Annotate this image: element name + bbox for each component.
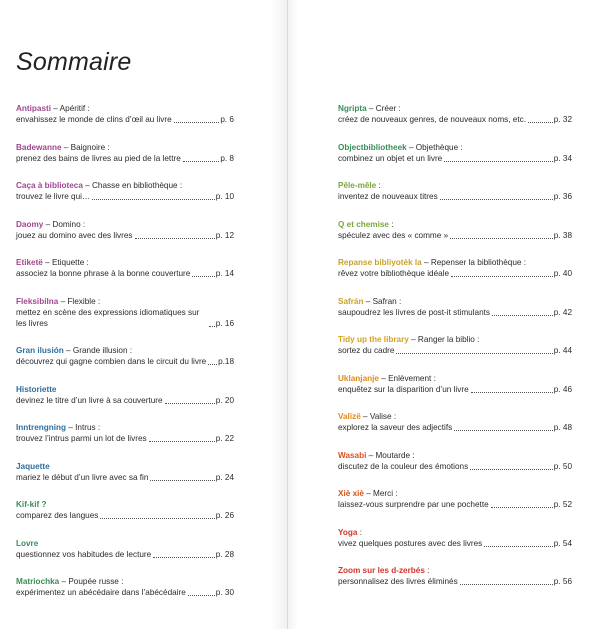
toc-entry[interactable]: [16, 142, 234, 181]
dot-leader: [165, 403, 215, 404]
dot-leader: [150, 480, 214, 481]
toc-entry-description: spéculez avec des « comme »: [338, 230, 449, 240]
toc-entry-heading: [338, 219, 572, 230]
toc-entry-translation: – Objethèque :: [406, 142, 463, 152]
toc-entry[interactable]: [16, 422, 234, 461]
toc-entry-description: inventez de nouveaux titres: [338, 192, 438, 201]
toc-entry[interactable]: [16, 384, 234, 423]
toc-entry-page-number: p. 40: [553, 269, 572, 278]
toc-entry-line: [16, 307, 234, 329]
toc-entry-description: combinez un objet et un livre: [338, 153, 443, 163]
toc-entry-term: Safrán: [338, 296, 364, 306]
toc-entry-line: [16, 510, 234, 521]
toc-entry-heading: [16, 538, 234, 549]
toc-entry-translation: :: [424, 566, 430, 575]
toc-entry-description: rêvez votre bibliothèque idéale: [338, 269, 450, 278]
toc-entry-line: [16, 191, 234, 202]
toc-entry-page-number: p. 22: [215, 434, 234, 443]
toc-entry-description: questionnez vos habitudes de lecture: [16, 549, 152, 559]
toc-entry-heading: [16, 257, 234, 268]
toc-entry-description: vivez quelques postures avec des livres: [338, 538, 483, 548]
toc-entry-page-number: p. 28: [215, 549, 234, 559]
toc-entry-page-number: p. 6: [220, 115, 234, 124]
toc-entry-translation: – Créer :: [366, 104, 401, 113]
toc-entry-line: [338, 461, 572, 472]
toc-entry-description: enquêtez sur la disparition d’un livre: [338, 384, 469, 394]
toc-entry[interactable]: [338, 411, 572, 450]
toc-entry-line: [338, 268, 572, 279]
toc-entry-term: Jaquette: [16, 461, 50, 471]
toc-entry-term: Fleksibilna: [16, 296, 59, 306]
toc-entry[interactable]: [338, 142, 572, 181]
toc-entry-description: associez la bonne phrase à la bonne couverture: [16, 269, 191, 278]
toc-entry-heading: [338, 334, 572, 345]
toc-entry-term: Daomy: [16, 219, 44, 229]
toc-entry-translation: – Repenser la bibliothèque :: [421, 258, 526, 267]
toc-entry[interactable]: [16, 499, 234, 538]
toc-entry-line: [338, 153, 572, 164]
toc-entry-line: [338, 114, 572, 125]
toc-entry-page-number: p. 34: [553, 153, 572, 163]
dot-leader: [450, 238, 553, 239]
dot-leader: [396, 353, 552, 354]
toc-entry-term: Xiè xiè: [338, 489, 364, 498]
toc-entry-line: [338, 345, 572, 356]
toc-entry-term: Lovre: [16, 538, 39, 548]
toc-entry-term: Matriochka: [16, 577, 60, 586]
toc-entry-heading: [16, 422, 234, 433]
toc-entry-description: comparez des langues: [16, 511, 99, 520]
toc-entry-page-number: p. 14: [215, 269, 234, 278]
toc-entry[interactable]: [338, 219, 572, 258]
toc-entry-term: Kif-kif ?: [16, 500, 47, 509]
toc-entry-page-number: p. 12: [215, 230, 234, 240]
toc-entry[interactable]: [338, 373, 572, 412]
toc-entry[interactable]: [16, 345, 234, 384]
toc-entry-description: laissez-vous surprendre par une pochette: [338, 500, 489, 509]
toc-entry-page-number: p. 50: [553, 461, 572, 471]
toc-entry-description: sortez du cadre: [338, 346, 395, 355]
toc-entry-page-number: p. 42: [553, 307, 572, 317]
dot-leader: [188, 595, 215, 596]
toc-entry[interactable]: [338, 527, 572, 566]
toc-entry-heading: [338, 142, 572, 153]
dot-leader: [454, 430, 553, 431]
toc-entry-page-number: p. 10: [215, 192, 234, 201]
toc-entry-heading: [16, 219, 234, 230]
toc-entry-term: Wasabi: [338, 450, 367, 460]
toc-entry[interactable]: [16, 461, 234, 500]
toc-entry-description: saupoudrez les livres de post-it stimulants: [338, 307, 490, 317]
toc-entry-line: [16, 356, 234, 367]
toc-entry[interactable]: [338, 334, 572, 373]
toc-entry-translation: – Enlèvement :: [378, 373, 436, 383]
right-page: [288, 0, 600, 629]
toc-entry[interactable]: [338, 296, 572, 335]
toc-right-column: [338, 103, 572, 604]
toc-entry[interactable]: [16, 103, 234, 142]
dot-leader: [460, 584, 553, 585]
toc-entry-heading: [16, 499, 234, 510]
toc-entry-translation: – Ranger la biblio :: [408, 335, 480, 344]
dot-leader: [192, 276, 214, 277]
toc-entry[interactable]: [338, 257, 572, 296]
toc-entry-heading: [338, 180, 572, 191]
toc-entry-description: expérimentez un abécédaire dans l’abécédaire: [16, 588, 186, 597]
toc-entry[interactable]: [338, 103, 572, 142]
toc-entry[interactable]: [16, 257, 234, 296]
gutter-shadow: [270, 0, 288, 629]
dot-leader: [209, 326, 215, 327]
toc-entry-heading: [16, 345, 234, 356]
toc-entry-translation: – Safran :: [363, 296, 402, 306]
toc-entry-page-number: p. 8: [220, 153, 234, 163]
dot-leader: [471, 392, 553, 393]
toc-entry-term: Etiketë: [16, 258, 43, 267]
toc-entry-heading: [338, 257, 572, 268]
toc-entry[interactable]: [338, 488, 572, 527]
toc-entry-line: [16, 114, 234, 125]
dot-leader: [135, 238, 215, 239]
toc-entry-heading: [16, 103, 234, 114]
toc-entry-translation: – Chasse en bibliothèque :: [82, 181, 183, 190]
toc-entry-term: Valizë: [338, 412, 361, 421]
toc-entry-term: Badewanne: [16, 142, 62, 152]
toc-entry-term: Ngripta: [338, 104, 367, 113]
toc-entry-line: [338, 191, 572, 202]
toc-entry-heading: [338, 488, 572, 499]
toc-entry-page-number: p. 26: [215, 511, 234, 520]
toc-entry-translation: – Valise :: [360, 412, 397, 421]
toc-entry[interactable]: [16, 219, 234, 258]
toc-entry-description: explorez la saveur des adjectifs: [338, 423, 453, 432]
toc-entry-page-number: p. 24: [215, 472, 234, 482]
toc-entry-line: [16, 230, 234, 241]
dot-leader: [528, 122, 553, 123]
toc-entry-translation: :: [376, 181, 381, 190]
dot-leader: [440, 199, 553, 200]
toc-entry-translation: – Apéritif :: [51, 104, 90, 113]
toc-entry-heading: [338, 450, 572, 461]
toc-entry-line: [16, 472, 234, 483]
toc-entry-line: [16, 268, 234, 279]
book-gutter: [287, 0, 288, 629]
toc-entry-translation: – Merci :: [363, 489, 398, 498]
toc-entry-heading: [16, 461, 234, 472]
dot-leader: [208, 364, 217, 365]
toc-entry-heading: [338, 103, 572, 114]
toc-entry-line: [16, 549, 234, 560]
toc-entry-page-number: p. 38: [553, 230, 572, 240]
toc-entry-page-number: p. 48: [553, 423, 572, 432]
toc-entry-term: Historiette: [16, 384, 57, 394]
toc-entry-page-number: p. 46: [553, 384, 572, 394]
toc-entry[interactable]: [338, 450, 572, 489]
toc-entry-heading: [338, 527, 572, 538]
toc-entry-heading: [338, 373, 572, 384]
toc-entry-heading: [16, 180, 234, 191]
toc-entry-page-number: p. 54: [553, 538, 572, 548]
toc-entry-term: Zoom sur les d-zerbés: [338, 566, 425, 575]
toc-entry-term: Yoga: [338, 527, 358, 537]
toc-entry-page-number: p. 44: [553, 346, 572, 355]
toc-entry-term: Pêle-mêle: [338, 181, 377, 190]
toc-entry-heading: [16, 296, 234, 307]
toc-entry-line: [338, 422, 572, 433]
toc-entry-heading: [16, 576, 234, 587]
toc-entry-heading: [16, 142, 234, 153]
toc-entry-translation: – Poupée russe :: [59, 577, 124, 586]
gutter-shadow: [288, 0, 298, 629]
toc-entry-line: [16, 433, 234, 444]
dot-leader: [153, 557, 215, 558]
left-page: [0, 0, 288, 629]
toc-entry-term: Tidy up the library: [338, 335, 409, 344]
page-title: Sommaire: [16, 48, 132, 76]
dot-leader: [484, 546, 553, 547]
toc-entry-page-number: p. 52: [553, 500, 572, 509]
toc-entry-translation: – Domino :: [43, 219, 86, 229]
toc-entry-line: [338, 384, 572, 395]
toc-entry-page-number: p. 20: [215, 395, 234, 405]
toc-entry-line: [338, 499, 572, 510]
toc-entry-translation: – Moutarde :: [366, 450, 415, 460]
toc-entry-term: Q et chemise: [338, 219, 389, 229]
dot-leader: [451, 276, 553, 277]
toc-entry-page-number: p. 36: [553, 192, 572, 201]
dot-leader: [491, 507, 553, 508]
toc-entry-translation: – Etiquette :: [42, 258, 89, 267]
toc-entry-description: mariez le début d’un livre avec sa fin: [16, 472, 149, 482]
toc-entry-line: [338, 230, 572, 241]
toc-entry[interactable]: [16, 296, 234, 346]
toc-entry-heading: [338, 296, 572, 307]
toc-entry-description: devinez le titre d’un livre à sa couverture: [16, 395, 163, 405]
toc-entry-description: jouez au domino avec des livres: [16, 230, 133, 240]
toc-entry-term: Caça à biblioteca: [16, 181, 83, 190]
toc-entry-description: personnalisez des livres éliminés: [338, 577, 458, 586]
toc-entry-translation: – Grande illusion :: [63, 346, 133, 355]
toc-entry-line: [338, 576, 572, 587]
dot-leader: [174, 122, 220, 123]
toc-entry-term: Objectbibliotheek: [338, 142, 407, 152]
dot-leader: [183, 161, 220, 162]
dot-leader: [492, 315, 553, 316]
toc-entry-heading: [16, 384, 234, 395]
toc-entry-term: Antipasti: [16, 104, 52, 113]
toc-entry-page-number: p. 30: [215, 588, 234, 597]
toc-entry-line: [16, 153, 234, 164]
toc-entry[interactable]: [338, 180, 572, 219]
toc-entry-description: créez de nouveaux genres, de nouveaux noms, etc.: [338, 115, 526, 124]
toc-entry-translation: – Intrus :: [66, 423, 101, 432]
dot-leader: [149, 441, 215, 442]
toc-left-column: [16, 103, 234, 615]
toc-entry-heading: [338, 411, 572, 422]
toc-entry-page-number: p. 56: [553, 577, 572, 586]
toc-entry-translation: :: [357, 527, 362, 537]
toc-entry-description: envahissez le monde de clins d’œil au livre: [16, 115, 172, 124]
dot-leader: [470, 469, 553, 470]
toc-entry-line: [16, 587, 234, 598]
toc-entry-description: trouvez l’intrus parmi un lot de livres: [16, 434, 147, 443]
toc-entry-page-number: p.18: [218, 357, 234, 366]
toc-entry-page-number: p. 16: [215, 318, 234, 328]
toc-entry[interactable]: [16, 538, 234, 577]
toc-entry-page-number: p. 32: [553, 115, 572, 124]
toc-entry-translation: – Flexible :: [58, 296, 101, 306]
toc-entry-term: Gran ilusión: [16, 346, 64, 355]
toc-entry-term: Inntrengning: [16, 423, 67, 432]
toc-entry-description: trouvez le livre qui…: [16, 192, 91, 201]
toc-entry-term: Uklanjanje: [338, 373, 379, 383]
toc-entry-heading: [338, 565, 572, 576]
dot-leader: [92, 199, 215, 200]
toc-entry-line: [16, 395, 234, 406]
dot-leader: [100, 518, 214, 519]
toc-entry[interactable]: [16, 180, 234, 219]
toc-entry[interactable]: [16, 576, 234, 615]
toc-entry-line: [338, 307, 572, 318]
toc-entry[interactable]: [338, 565, 572, 604]
toc-entry-translation: :: [388, 219, 394, 229]
toc-entry-line: [338, 538, 572, 549]
toc-entry-translation: – Baignoire :: [61, 142, 110, 152]
dot-leader: [444, 161, 553, 162]
toc-entry-description: discutez de la couleur des émotions: [338, 461, 469, 471]
toc-entry-description: mettez en scène des expressions idiomatiques sur les livres: [16, 307, 200, 328]
toc-entry-term: Repanse bibliyotèk la: [338, 258, 422, 267]
toc-entry-description: découvrez qui gagne combien dans le circuit du livre: [16, 357, 207, 366]
toc-entry-description: prenez des bains de livres au pied de la lettre: [16, 153, 181, 163]
